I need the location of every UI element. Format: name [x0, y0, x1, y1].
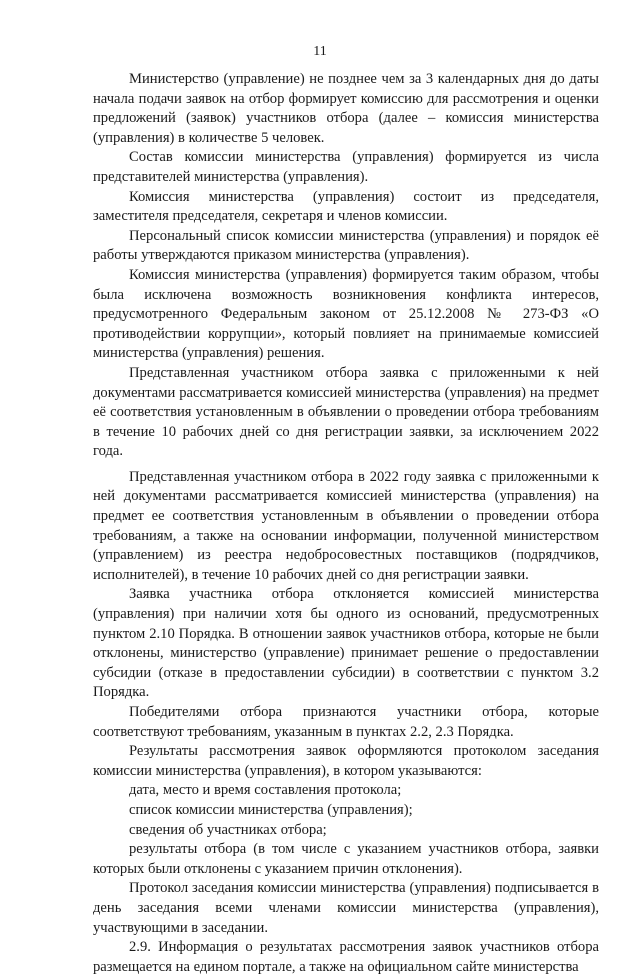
list-item: список комиссии министерства (управления);: [129, 801, 413, 818]
paragraph: Комиссия министерства (управления) формируется таким образом, чтобы была исключена возможность возникновения конфликта интересов, предусмотренного Федеральным законом от 25.12.2008 № 273-ФЗ «О противодействии коррупции», который повлияет на принимаемые комиссией министерства (управления) решения.: [93, 266, 599, 362]
list-item: дата, место и время составления протокола;: [129, 782, 402, 799]
paragraph: Представленная участником отбора в 2022 году заявка с приложенными к ней документами рассматривается комиссией министерства (управления) на предмет ее соответствия установленным в объявлении о проведении отбора требованиям, а также на основании информации, полученной министерством (управлением) из реестра недобросовестных поставщиков (подрядчиков, исполнителей), в течение 10 рабочих дней со дня регистрации заявки.: [93, 468, 599, 583]
list-item: сведения об участниках отбора;: [129, 821, 327, 838]
paragraph: Заявка участника отбора отклоняется комиссией министерства (управления) при наличии хотя бы одного из оснований, предусмотренных пунктом 2.10 Порядка. В отношении заявок участников отбора, которые не были отклонены, министерство (управление) принимает решение о предоставлении субсидии (отказе в предоставлении субсидии) в соответствии с пунктом 3.2 Порядка.: [93, 586, 599, 701]
document-body: [93, 70, 599, 977]
paragraph: Министерство (управление) не позднее чем за 3 календарных дня до даты начала подачи заявок на отбор формирует комиссию для рассмотрения и оценки предложений (заявок) участников отбора (далее – комиссия министерства (управления) в количестве 5 человек.: [93, 71, 599, 146]
paragraph: Состав комиссии министерства (управления) формируется из числа представителей министерства (управления).: [93, 149, 599, 185]
paragraph: Победителями отбора признаются участники отбора, которые соответствуют требованиям, указанным в пунктах 2.2, 2.3 Порядка.: [93, 704, 599, 740]
paragraph: Персональный список комиссии министерства (управления) и порядок её работы утверждаются приказом министерства (управления).: [93, 227, 599, 264]
list-item: результаты отбора (в том числе с указанием участников отбора, заявки которых были отклонены с указанием причин отклонения).: [93, 841, 599, 877]
paragraph: Протокол заседания комиссии министерства (управления) подписывается в день заседания всеми членами комиссии министерства (управления), участвующими в заседании.: [93, 880, 599, 936]
paragraph: Комиссия министерства (управления) состоит из председателя, заместителя председателя, секретаря и членов комиссии.: [93, 188, 599, 225]
paragraph: 2.9. Информация о результатах рассмотрения заявок участников отбора размещается на едином портале, а также на официальном сайте министерства: [93, 939, 599, 975]
paragraph: Представленная участником отбора заявка с приложенными к ней документами рассматривается комиссией министерства (управления) на предмет её соответствия установленным в объявлении о проведении отбора требованиям в течение 10 рабочих дней со дня регистрации заявки, за исключением 2022 года.: [93, 364, 599, 460]
paragraph: Результаты рассмотрения заявок оформляются протоколом заседания комиссии министерства (управления), в котором указываются:: [93, 743, 599, 779]
page-number: 11: [313, 44, 327, 59]
